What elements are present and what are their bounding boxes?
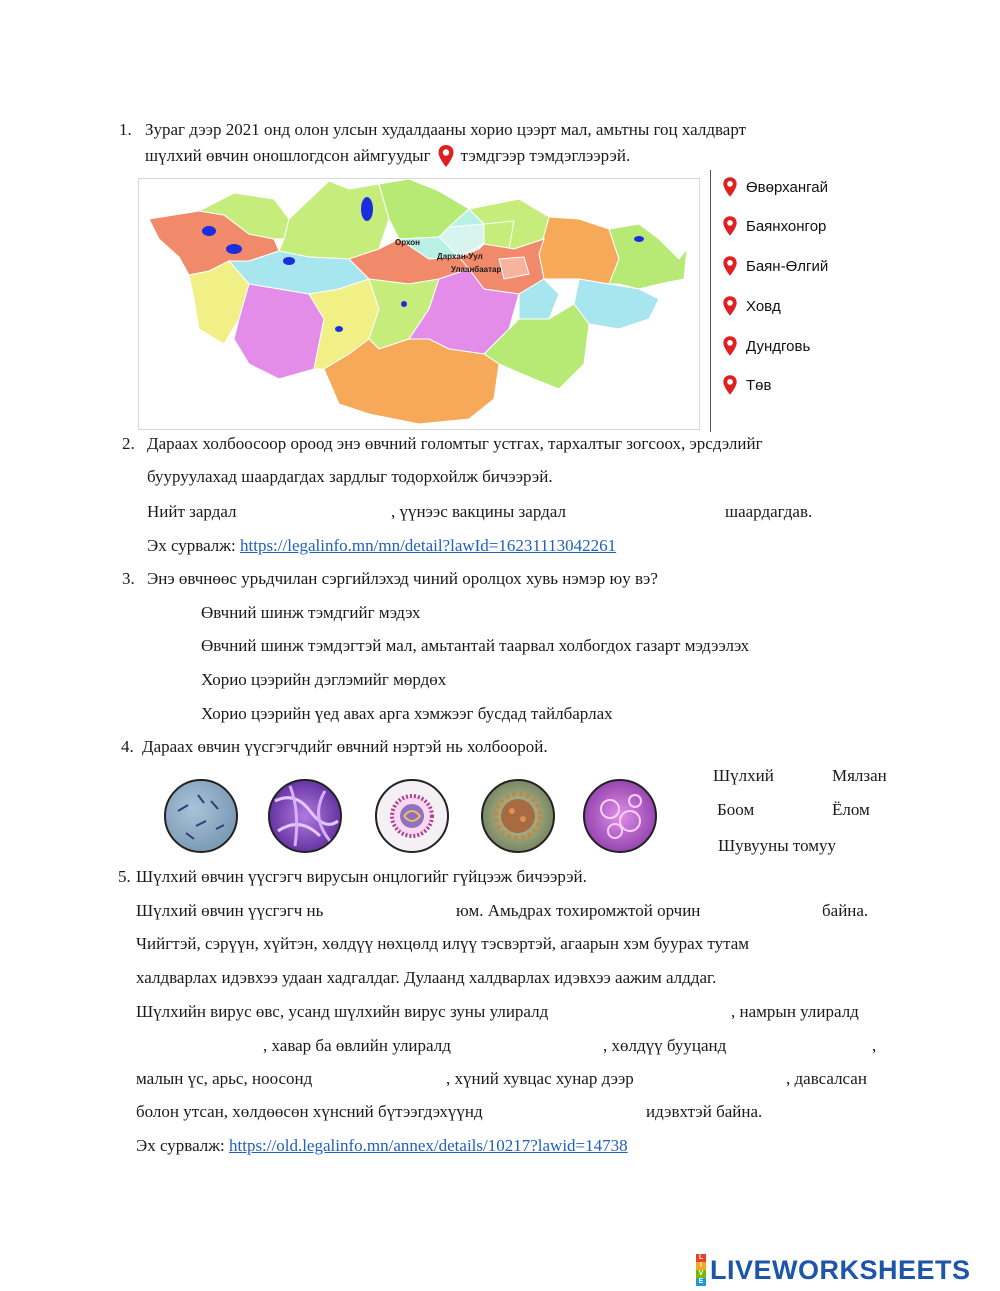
disease-name-myalzan[interactable]: Мялзан [832, 766, 887, 785]
q3-option[interactable]: Өвчний шинж тэмдгийг мэдэх [201, 603, 421, 622]
logo-letter: E [696, 1278, 706, 1286]
q5-source [136, 1136, 628, 1156]
mongolia-map-graphic [139, 179, 699, 429]
pathogen-image-4[interactable] [481, 779, 555, 853]
q1-line2-start: шүлхий өвчин оношлогдсон аймгуудыг [145, 146, 431, 165]
q3-question: Энэ өвчнөөс урьдчилан сэргийлэхэд чиний оролцох хувь нэмэр юу вэ? [147, 569, 658, 588]
q5-l2: Чийгтэй, сэрүүн, хүйтэн, хөлдүү нөхцөлд илүү тэсвэртэй, агаарын хэм буурах тутам [136, 934, 750, 953]
q5-l6c: , давсалсан [786, 1069, 867, 1088]
q5-l6a: малын үс, арьс, ноосонд [136, 1069, 313, 1088]
animal-hair-input[interactable] [345, 1067, 447, 1089]
map-pin-icon [722, 176, 738, 198]
q2-source-link[interactable]: https://legalinfo.mn/mn/detail?lawId=16231113042261 [240, 536, 617, 555]
logo-letter: L [696, 1254, 706, 1262]
disease-name-boom[interactable]: Боом [717, 800, 755, 819]
q4-question: Дараах өвчин үүсгэгчдийг өвчний нэртэй нь холбоорой. [142, 737, 548, 756]
pathogen-image-5[interactable] [583, 779, 657, 853]
map-pin-icon [722, 295, 738, 317]
bacteria-chain-icon [270, 781, 340, 851]
legend-item-bayankhongor[interactable] [722, 214, 826, 238]
legend-item-uvurkhangai[interactable] [722, 175, 828, 199]
logo-letter: I [696, 1262, 706, 1270]
environment-input[interactable] [745, 899, 817, 921]
disease-name-shulkhii[interactable]: Шүлхий [713, 766, 774, 785]
q5-l6b: , хүний хувцас хунар дээр [446, 1069, 634, 1088]
legend-label: Ховд [746, 297, 781, 315]
q3-option[interactable]: Өвчний шинж тэмдэгтэй мал, амьтантай таарвал холбогдох газарт мэдээлэх [201, 636, 750, 655]
summer-input[interactable] [616, 1000, 728, 1022]
disease-name-bird-flu[interactable]: Шувууны томуу [718, 836, 837, 855]
q1-line2 [145, 144, 630, 168]
q2-number: 2. [122, 434, 135, 453]
clothing-input[interactable] [668, 1067, 784, 1089]
q5-l3: халдварлах идэвхээ удаан хадгалдаг. Дулаанд халдварлах идэвхээ аажим алддаг. [136, 968, 717, 987]
q3-option[interactable]: Хорио цээрийн дэглэмийг мөрдөх [201, 670, 447, 689]
winter-spring-input[interactable] [488, 1034, 602, 1056]
map-pin-icon [722, 374, 738, 396]
vaccine-cost-input[interactable] [598, 500, 722, 522]
q5-l5b: , хөлдүү бууцанд [603, 1036, 727, 1055]
q5-l1b: юм. Амьдрах тохиромжтой орчин [456, 901, 701, 920]
legend-label: Баянхонгор [746, 217, 827, 235]
pathogen-image-2[interactable] [268, 779, 342, 853]
legend-item-dundgovi[interactable] [722, 334, 810, 358]
q5-l4a: Шүлхийн вирус өвс, усанд шүлхийн вирус зуны улиралд [136, 1002, 549, 1021]
legend-label: Өвөрхангай [746, 178, 828, 196]
logo-mark [696, 1254, 706, 1286]
q5-question: Шүлхий өвчин үүсгэгч вирусын онцлогийг гүйцээж бичээрэй. [136, 867, 587, 886]
map-pin-icon [437, 144, 455, 168]
food-products-input[interactable] [540, 1100, 644, 1122]
q3-option[interactable]: Хорио цээрийн үед авах арга хэмжээг бусдад тайлбарлах [201, 704, 613, 723]
q5-number: 5. [118, 867, 131, 886]
q2-source [147, 536, 616, 556]
q2-total-label: Нийт зардал [147, 502, 237, 521]
q2-line2: бууруулахад шаардагдах зардлыг тодорхойлж бичээрэй. [147, 467, 553, 486]
q5-l7b: идэвхтэй байна. [646, 1102, 763, 1121]
legend-item-khovd[interactable] [722, 294, 781, 318]
q5-l5c: , [872, 1036, 877, 1055]
pathogen-image-1[interactable] [164, 779, 238, 853]
liveworksheets-logo[interactable] [696, 1254, 971, 1286]
q2-required-label: шаардагдав. [725, 502, 813, 521]
q2-source-label: Эх сурвалж: [147, 536, 236, 555]
virus-cluster-icon [585, 781, 655, 851]
map-label-ulaanbaatar: Улаанбаатар [451, 265, 502, 274]
disease-name-yolom[interactable]: Ёлом [832, 800, 870, 819]
q5-source-link[interactable]: https://old.legalinfo.mn/annex/details/10217?lawid=14738 [229, 1136, 628, 1155]
legend-label: Төв [746, 376, 772, 394]
q5-l1a: Шүлхий өвчин үүсгэгч нь [136, 901, 324, 920]
total-cost-input[interactable] [252, 500, 391, 522]
mongolia-map [138, 178, 700, 430]
map-pin-icon [722, 335, 738, 357]
autumn-input[interactable] [136, 1034, 262, 1056]
q1-line1: Зураг дээр 2021 онд олон улсын худалдааны хорио цээрт мал, амьтны гоц халдварт [145, 120, 747, 139]
legend-label: Дундговь [746, 337, 811, 355]
q5-source-label: Эх сурвалж: [136, 1136, 225, 1155]
logo-text: LIVEWORKSHEETS [710, 1254, 971, 1285]
virus-corona-icon [483, 781, 553, 851]
q1-number: 1. [119, 120, 132, 139]
q3-number: 3. [122, 569, 135, 588]
frozen-dung-input[interactable] [778, 1034, 872, 1056]
q5-l4b: , намрын улиралд [731, 1002, 859, 1021]
virus-type-input[interactable] [358, 899, 452, 921]
bacteria-rod-icon [166, 781, 236, 851]
map-pin-icon [722, 215, 738, 237]
map-pin-icon [722, 255, 738, 277]
q1-line2-end: тэмдгээр тэмдэглээрэй. [460, 146, 631, 165]
pathogen-image-3[interactable] [375, 779, 449, 853]
q4-number: 4. [121, 737, 134, 756]
legend-item-tov[interactable] [722, 373, 771, 397]
map-label-orkhon: Орхон [395, 238, 420, 247]
logo-letter: V [696, 1270, 706, 1278]
legend-divider [710, 170, 711, 432]
q5-l7a: болон утсан, хөлдөөсөн хүнсний бүтээгдэхүүнд [136, 1102, 483, 1121]
legend-item-bayan-olgii[interactable] [722, 254, 828, 278]
q5-l1c: байна. [822, 901, 869, 920]
legend-label: Баян-Өлгий [746, 257, 829, 275]
q2-vaccine-label: , үүнээс вакцины зардал [391, 502, 566, 521]
virus-influenza-icon [377, 781, 447, 851]
map-label-darkhan: Дархан-Уул [437, 252, 483, 261]
q5-l5a: , хавар ба өвлийн улиралд [263, 1036, 451, 1055]
q2-line1: Дараах холбоосоор ороод энэ өвчний голомтыг устгах, тархалтыг зогсоох, эрсдэлийг [147, 434, 763, 453]
